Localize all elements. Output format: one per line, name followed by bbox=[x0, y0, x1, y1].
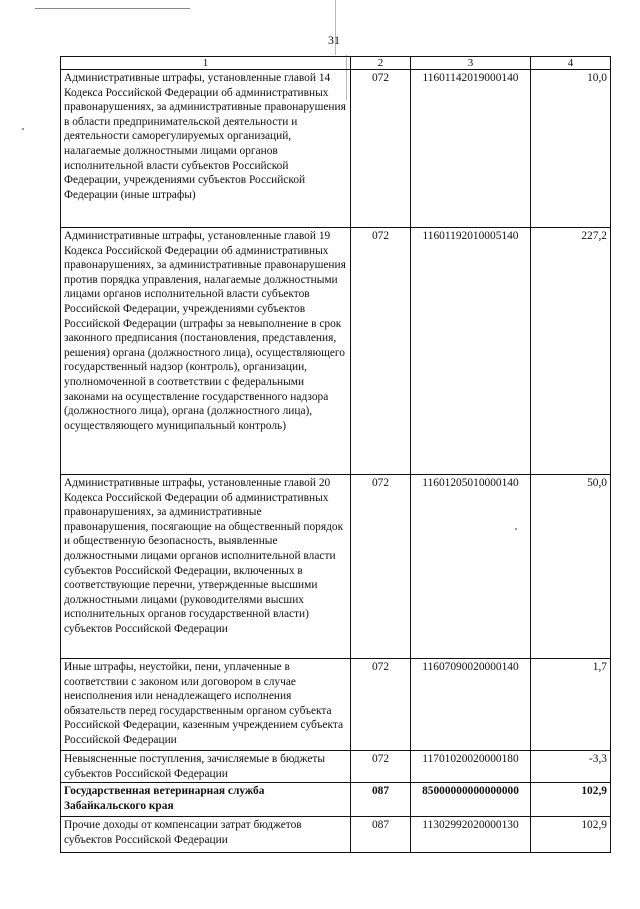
row-amount: 1,7 bbox=[531, 659, 611, 751]
row-kbk-code: 11302992020000130 bbox=[411, 817, 531, 853]
table-row bbox=[61, 751, 611, 783]
row-kbk-code: 11601192010005140 bbox=[411, 228, 531, 475]
column-header-1: 1 bbox=[61, 57, 351, 70]
row-admin-code: 072 bbox=[351, 228, 411, 475]
row-amount: 10,0 bbox=[531, 70, 611, 228]
column-header-3: 3 bbox=[411, 57, 531, 70]
row-description: Административные штрафы, установленные главой 20 Кодекса Российской Федерации об административных правонарушениях, за административные правонарушения, посягающие на общественный порядок и общественную безопасность, выявленные должностными лицами органов исполнительной власти субъектов Российской Федерации, включенных в соответствующие перечни, утвержденные высшими должностными лицами (руководителями высших исполнительных органов государственной власти) субъектов Российской Федерации bbox=[61, 475, 351, 659]
header-row bbox=[61, 57, 611, 70]
top-rule bbox=[35, 8, 190, 9]
row-amount: 227,2 bbox=[531, 228, 611, 475]
table-row bbox=[61, 228, 611, 475]
table-row bbox=[61, 817, 611, 853]
row-amount: 102,9 bbox=[531, 817, 611, 853]
row-description: Иные штрафы, неустойки, пени, уплаченные в соответствии с законом или договором в случае неисполнения или ненадлежащего исполнения обязательств перед государственным органом субъекта Российской Федерации, казенным учреждением субъекта Российской Федерации bbox=[61, 659, 351, 751]
row-description: Административные штрафы, установленные главой 14 Кодекса Российской Федерации об административных правонарушениях, за административные правонарушения в области предпринимательской деятельности и деятельности саморегулируемых организаций, налагаемые должностными лицами органов исполнительной власти субъектов Российской Федерации, учреждениями субъектов Российской Федерации (иные штрафы) bbox=[61, 70, 351, 228]
scan-speck bbox=[22, 128, 24, 130]
row-admin-code: 087 bbox=[351, 817, 411, 853]
row-description: Невыясненные поступления, зачисляемые в бюджеты субъектов Российской Федерации bbox=[61, 751, 351, 783]
column-header-2: 2 bbox=[351, 57, 411, 70]
table-row bbox=[61, 475, 611, 659]
row-description: Прочие доходы от компенсации затрат бюджетов субъектов Российской Федерации bbox=[61, 817, 351, 853]
row-description: Административные штрафы, установленные главой 19 Кодекса Российской Федерации об административных правонарушениях, за административные правонарушения против порядка управления, налагаемые должностными лицами органов исполнительной власти субъектов Российской Федерации, учреждениями субъектов Российской Федерации (штрафы за невыполнение в срок законного предписания (постановления, представления, решения) органа (должностного лица), осуществляющего государственный надзор (контроль), организации, уполномоченной в соответствии с федеральными законами на осуществление государственного надзора (должностного лица), органа (должностного лица), осуществляющего муниципальный контроль) bbox=[61, 228, 351, 475]
page-number: 31 bbox=[328, 33, 340, 47]
row-admin-code: 072 bbox=[351, 659, 411, 751]
row-kbk-code: 11607090020000140 bbox=[411, 659, 531, 751]
table-row bbox=[61, 659, 611, 751]
row-admin-code: 072 bbox=[351, 751, 411, 783]
column-header-4: 4 bbox=[531, 57, 611, 70]
row-amount: -3,3 bbox=[531, 751, 611, 783]
table-row bbox=[61, 70, 611, 228]
row-amount: 50,0 bbox=[531, 475, 611, 659]
revenue-table bbox=[60, 56, 611, 853]
row-admin-code: 072 bbox=[351, 475, 411, 659]
row-kbk-code: 85000000000000000 bbox=[411, 783, 531, 817]
row-kbk-code: 11601142019000140 bbox=[411, 70, 531, 228]
row-admin-code: 072 bbox=[351, 70, 411, 228]
row-kbk-code: 11701020020000180 bbox=[411, 751, 531, 783]
table-row-section-total bbox=[61, 783, 611, 817]
row-kbk-code: 11601205010000140 bbox=[411, 475, 531, 659]
row-amount: 102,9 bbox=[531, 783, 611, 817]
row-admin-code: 087 bbox=[351, 783, 411, 817]
row-description: Государственная ветеринарная служба Забайкальского края bbox=[61, 783, 351, 817]
